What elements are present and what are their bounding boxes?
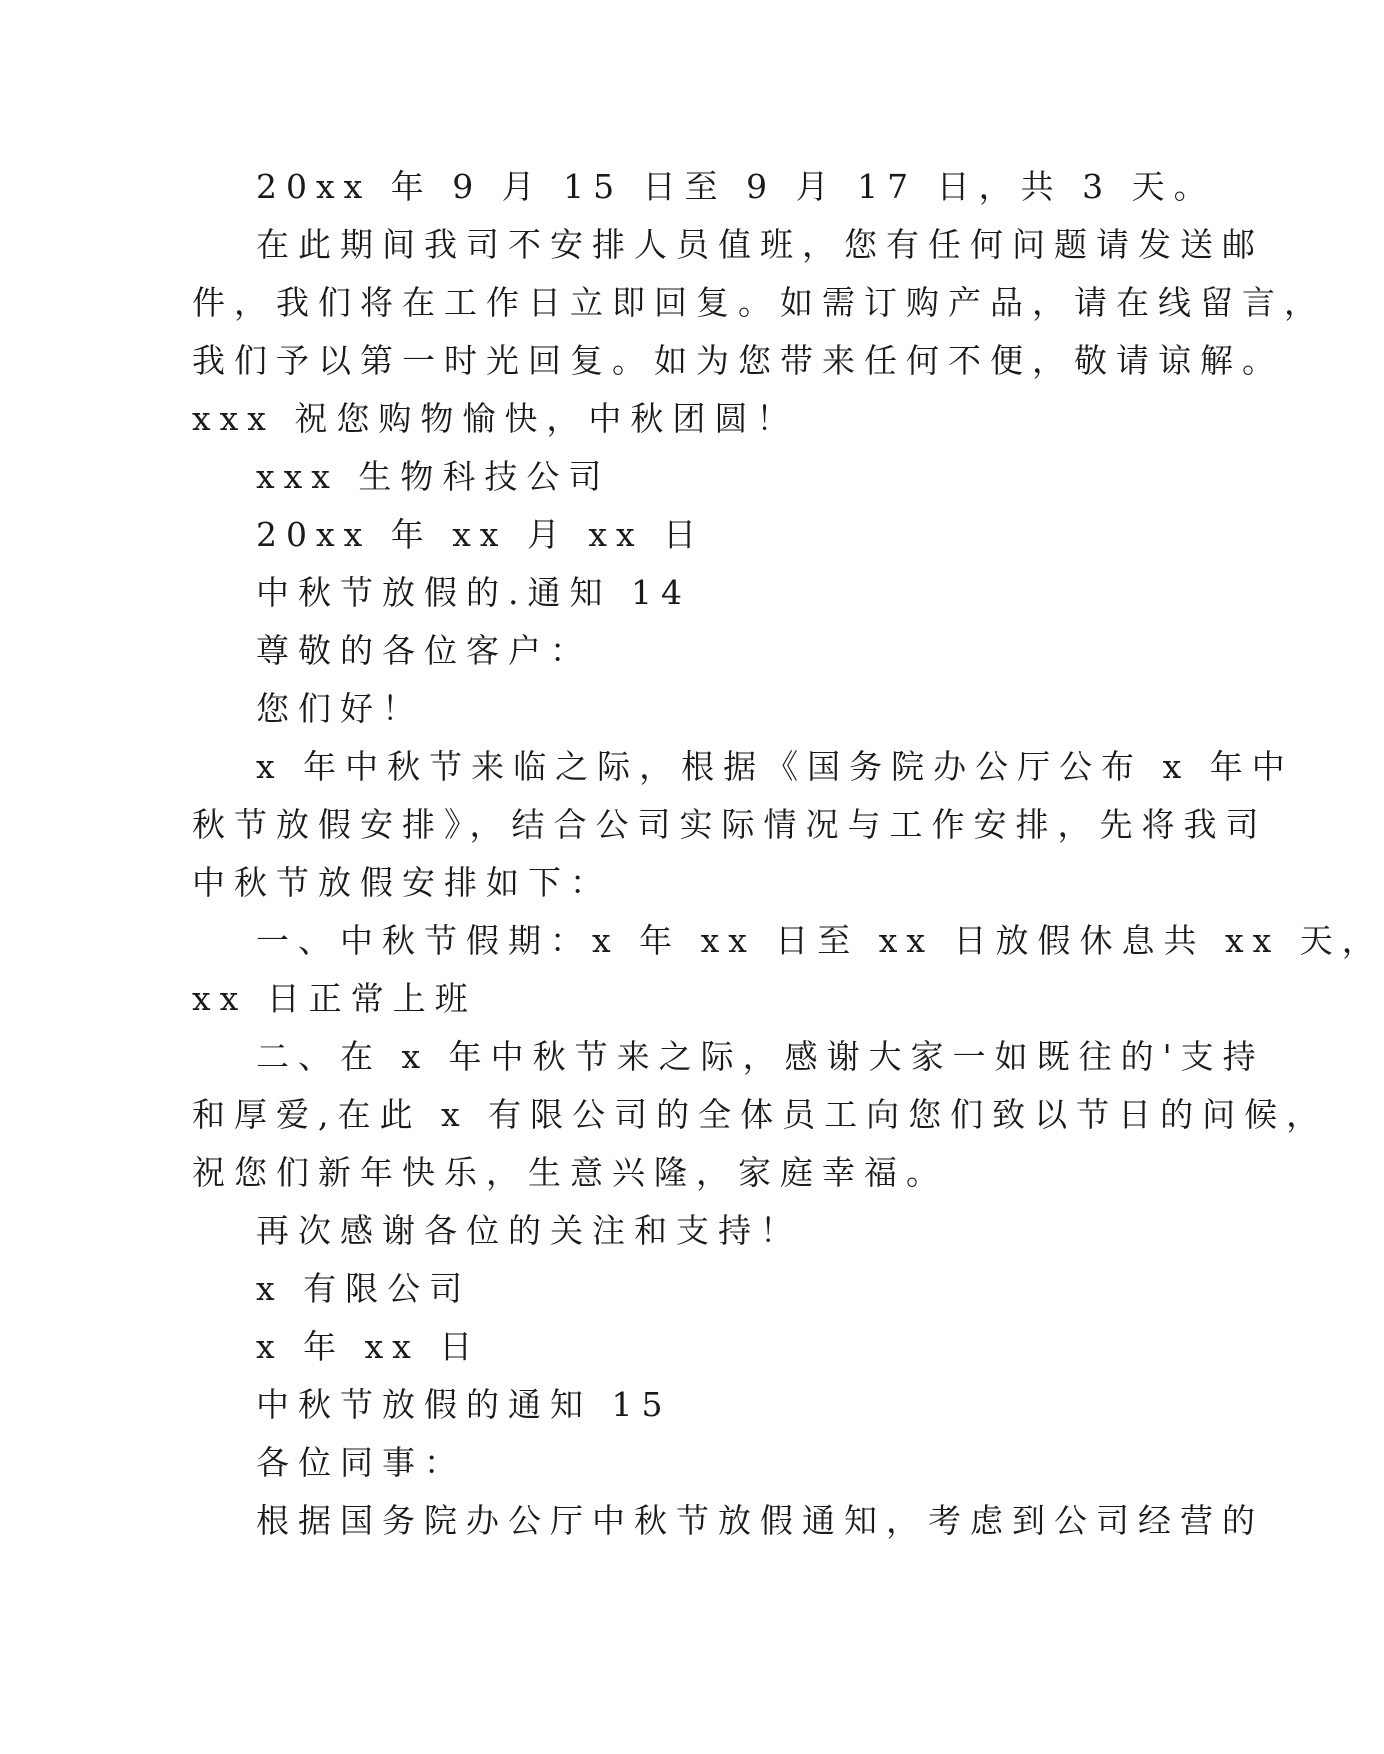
signature-date: x 年 xx 日 [256,1327,482,1366]
list-item-2: 二、在 x 年中秋节来之际，感谢大家一如既往的'支持 [256,1037,1265,1076]
paragraph-line: 在此期间我司不安排人员值班，您有任何问题请发送邮 [256,225,1264,264]
paragraph-line: xx 日正常上班 [192,979,477,1018]
paragraph-line: xxx 祝您购物愉快，中秋团圆！ [192,399,799,438]
paragraph-line: 根据国务院办公厅中秋节放假通知，考虑到公司经营的 [256,1501,1264,1540]
section-title: 中秋节放假的.通知 14 [256,573,691,612]
paragraph-line: 秋节放假安排》，结合公司实际情况与工作安排，先将我司 [192,805,1268,844]
signature-company: xxx 生物科技公司 [256,457,611,496]
paragraph-line: 件，我们将在工作日立即回复。如需订购产品，请在线留言， [192,283,1326,322]
paragraph-line: 中秋节放假安排如下： [192,863,612,902]
section-title: 中秋节放假的通知 15 [256,1385,672,1424]
paragraph-line: 祝您们新年快乐，生意兴隆，家庭幸福。 [192,1153,948,1192]
paragraph-line: x 年中秋节来临之际，根据《国务院办公厅公布 x 年中 [256,747,1294,786]
signature-date: 20xx 年 xx 月 xx 日 [256,515,706,554]
greeting: 您们好！ [256,689,424,728]
list-item-1: 一、中秋节假期：x 年 xx 日至 xx 日放假休息共 xx 天， [256,921,1384,960]
notice-date-range: 20xx 年 9 月 15 日至 9 月 17 日，共 3 天。 [256,167,1216,206]
salutation: 尊敬的各位客户： [256,631,592,670]
salutation: 各位同事： [256,1443,466,1482]
paragraph-line: 我们予以第一时光回复。如为您带来任何不便，敬请谅解。 [192,341,1284,380]
signature-company: x 有限公司 [256,1269,472,1308]
paragraph-line: 和厚爱,在此 x 有限公司的全体员工向您们致以节日的问候， [192,1095,1329,1134]
closing-line: 再次感谢各位的关注和支持！ [256,1211,802,1250]
